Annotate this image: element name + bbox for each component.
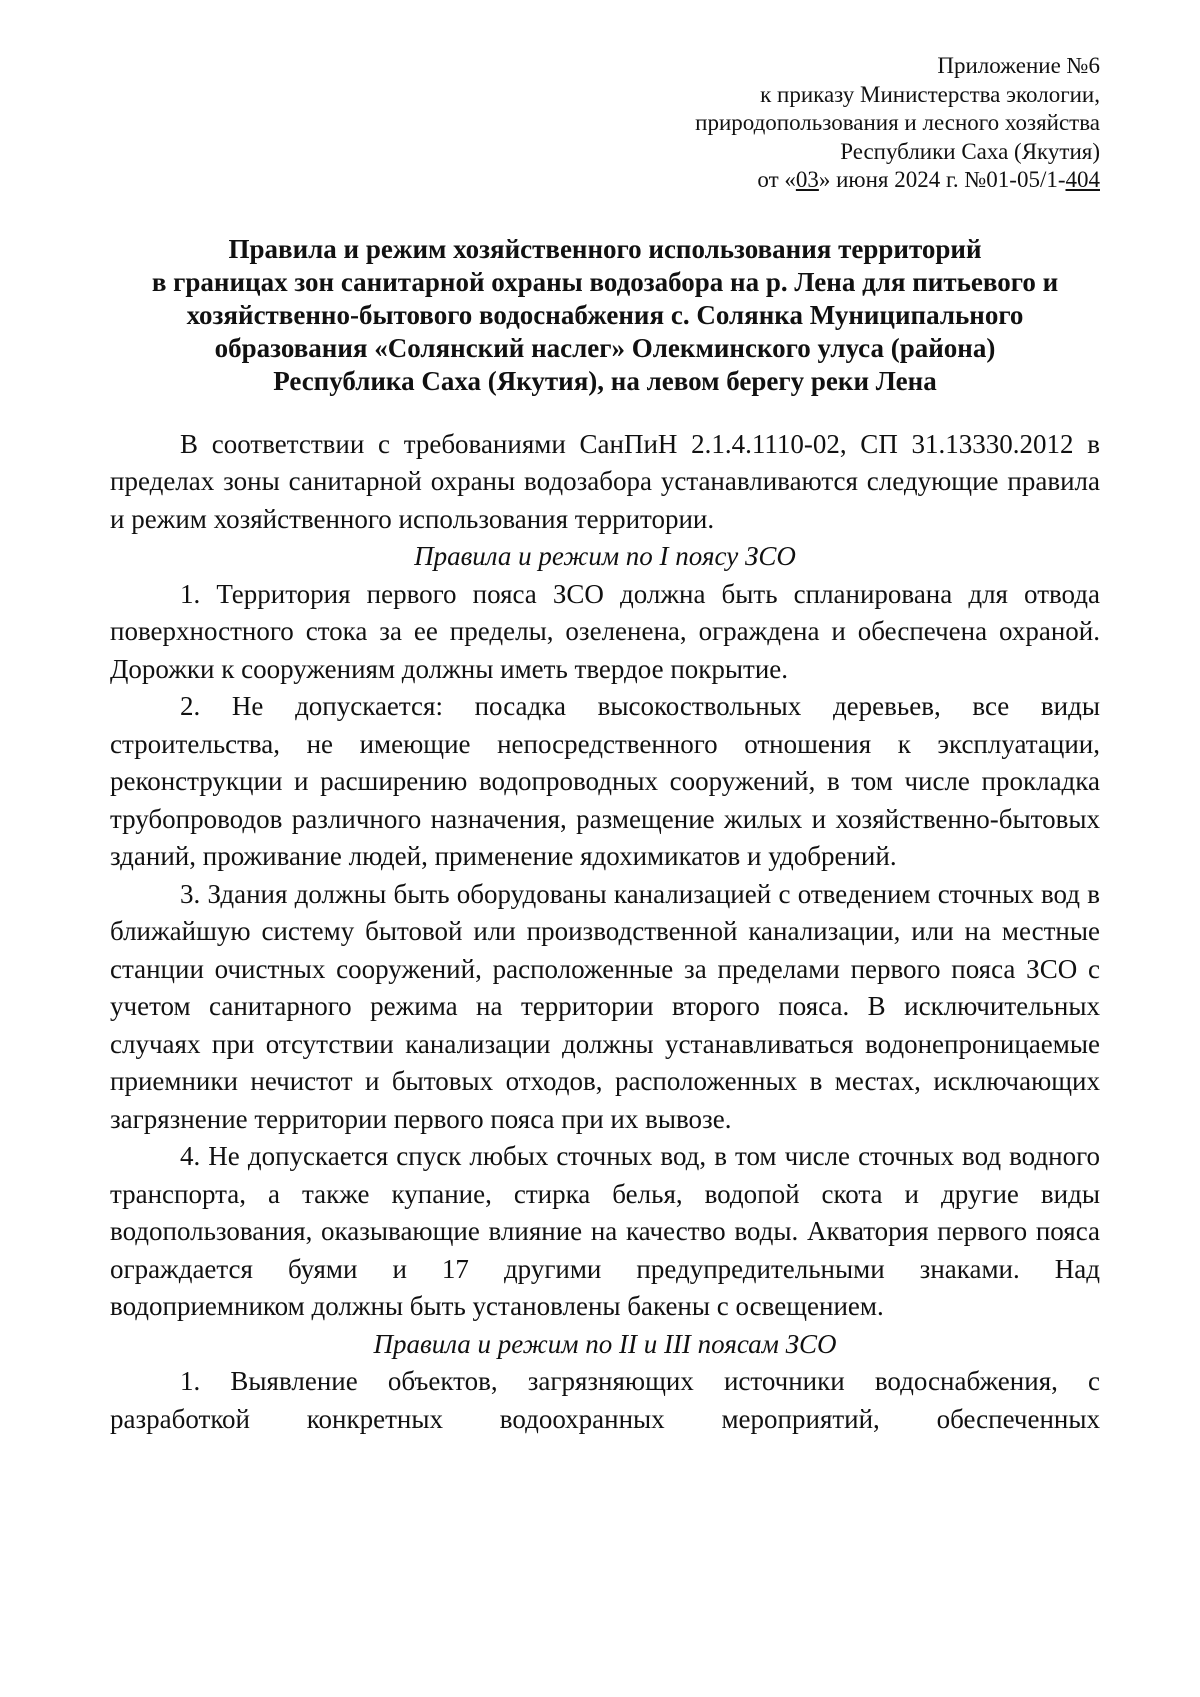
document-title [110, 233, 1100, 398]
title-line-3: хозяйственно-бытового водоснабжения с. Солянка Муниципального [186, 299, 1024, 330]
appendix-number: Приложение №6 [937, 53, 1100, 78]
appendix-ministry-line: природопользования и лесного хозяйства [695, 110, 1100, 135]
date-prefix: от « [757, 167, 796, 192]
title-line-5: Республика Саха (Якутия), на левом берегу реки Лена [273, 365, 937, 396]
title-line-1: Правила и режим хозяйственного использования территорий [228, 233, 982, 264]
section-1-item-1: 1. Территория первого пояса ЗСО должна быть спланирована для отвода поверхностного стока за ее пределы, озеленена, ограждена и обеспечена охраной. Дорожки к сооружениям должны иметь твердое покрытие. [110, 578, 1100, 684]
appendix-block [110, 52, 1100, 195]
intro-paragraph: В соответствии с требованиями СанПиН 2.1.4.1110-02, СП 31.13330.2012 в пределах зоны санитарной охраны водозабора устанавливаются следующие правила и режим хозяйственного использования территории. [110, 428, 1100, 534]
section-2-heading: Правила и режим по II и III поясам ЗСО [373, 1328, 837, 1359]
appendix-republic-line: Республики Саха (Якутия) [840, 138, 1100, 164]
date-middle: » июня 2024 г. №01-05/1- [818, 167, 1066, 192]
section-1-heading: Правила и режим по I поясу ЗСО [414, 541, 796, 571]
order-number: 404 [1065, 167, 1100, 192]
section-2-item-1: 1. Выявление объектов, загрязняющих источники водоснабжения, с разработкой конкретных водоохранных мероприятий, обеспеченных [110, 1366, 1100, 1434]
section-1-item-2: 2. Не допускается: посадка высокоствольных деревьев, все виды строительства, не имеющие непосредственного отношения к эксплуатации, реконструкции и расширению водопроводных сооружений, в том числе прокладка трубопроводов различного назначения, размещение жилых и хозяйственно-бытовых зданий, проживание людей, применение ядохимикатов и удобрений. [110, 691, 1100, 871]
title-line-2: в границах зон санитарной охраны водозабора на р. Лена для питьевого и [151, 266, 1059, 297]
section-1-item-3: 3. Здания должны быть оборудованы канализацией с отведением сточных вод в ближайшую систему бытовой или производственной канализации, или на местные станции очистных сооружений, расположенные за пределами первого пояса ЗСО с учетом санитарного режима на территории второго пояса. В исключительных случаях при отсутствии канализации должны устанавливаться водонепроницаемые приемники нечистот и бытовых отходов, расположенных в местах, исключающих загрязнение территории первого пояса при их вывозе. [110, 878, 1100, 1134]
title-line-4: образования «Солянский наслег» Олекминского улуса (района) [214, 332, 996, 363]
appendix-date-line [110, 166, 1100, 195]
document-page [110, 52, 1100, 1438]
date-day: 03 [795, 167, 819, 192]
appendix-order-line: к приказу Министерства экологии, [760, 81, 1100, 107]
section-1-item-4: 4. Не допускается спуск любых сточных вод, в том числе сточных вод водного транспорта, а также купание, стирка белья, водопой скота и другие виды водопользования, оказывающие влияние на качество воды. Акватория первого пояса ограждается буями и 17 другими предупредительными знаками. Над водоприемником должны быть установлены бакены с освещением. [110, 1141, 1100, 1321]
document-body [110, 426, 1100, 1439]
